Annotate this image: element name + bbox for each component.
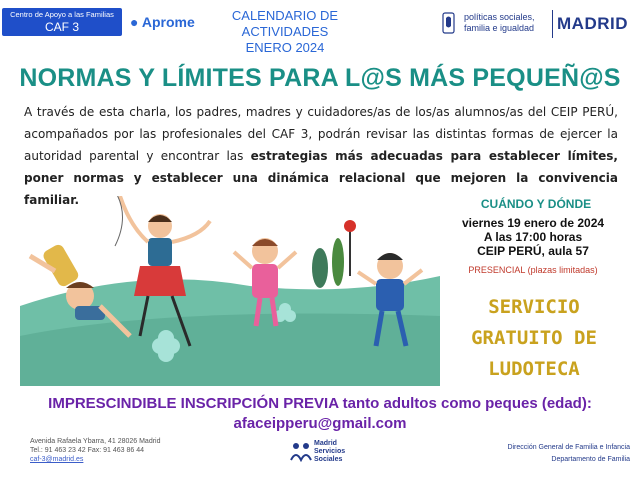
servicios-sociales-icon [290, 440, 312, 462]
ludoteca-notice: SERVICIO GRATUITO DE LUDOTECA [471, 296, 597, 380]
madrid-dept: políticas sociales, familia e igualdad [464, 12, 535, 33]
footer-department: Dirección General de Familia e Infancia Departamento de Familia [507, 444, 630, 463]
when-where-heading: CUÁNDO Y DÓNDE [480, 197, 592, 211]
children-illustration [20, 196, 440, 386]
madrid-wordmark: MADRID [557, 14, 628, 33]
intro-paragraph: A través de esta charla, los padres, madres y cuidadores/as de los/as alumnos/as del CEIP PERÚ, acompañados por las profesionales del CAF 3, podrán revisar las distintas formas de ejercer la autoridad parental y encontrar las estrategias más adecuadas para establecer límites, poner normas y establecer una dinámica relacional que mejoren la convivencia familiar. [24, 105, 618, 207]
servicios-sociales-label: Madrid Servicios Sociales [314, 440, 346, 463]
event-mode: PRESENCIAL (plazas limitadas) [468, 265, 598, 275]
aprome-logo: ● Aprome [130, 14, 195, 30]
divider [552, 10, 553, 38]
calendar-title-text: CALENDARIO DE ACTIVIDADES [231, 8, 339, 39]
when-where-details [448, 216, 618, 258]
footer-email-link[interactable]: caf-3@madrid.es [30, 456, 84, 463]
aprome-logo-icon: ● [130, 14, 139, 30]
registration-email[interactable]: afaceipperu@gmail.com [233, 415, 407, 432]
calendar-title [200, 8, 370, 56]
caf-badge [2, 8, 122, 36]
footer-phone: Tel.: 91 463 23 42 Fax: 91 463 86 44 [30, 447, 145, 454]
madrid-seal-icon [442, 12, 455, 34]
calendar-month: ENERO 2024 [245, 40, 325, 55]
caf-number: CAF 3 [44, 20, 79, 34]
event-place: CEIP PERÚ, aula 57 [477, 244, 589, 258]
footer-address: Avenida Rafaela Ybarra, 41 28026 Madrid [30, 438, 161, 445]
event-date: viernes 19 enero de 2024 [461, 216, 605, 230]
event-time: A las 17:00 horas [483, 230, 583, 244]
page-title: NORMAS Y LÍMITES PARA L@S MÁS PEQUEÑ@S [19, 64, 621, 92]
registration-notice: IMPRESCINDIBLE INSCRIPCIÓN PREVIA tanto adultos como peques (edad): [48, 395, 592, 412]
caf-label: Centro de Apoyo a las Familias [10, 10, 114, 19]
footer-contact [30, 437, 161, 464]
